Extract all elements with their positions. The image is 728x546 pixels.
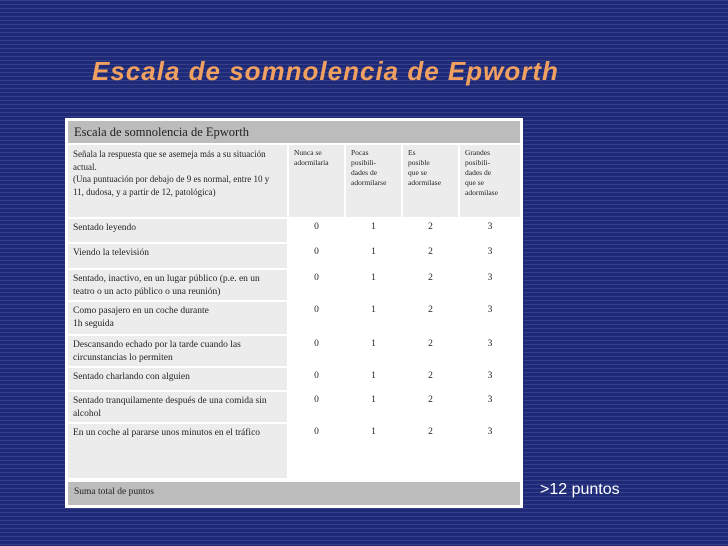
table-title: Escala de somnolencia de Epworth [68,121,520,143]
row-label: Descansando echado por la tarde cuando las circunstancias lo permiten [68,336,287,366]
score-cell: 1 [346,244,401,268]
score-cell: 2 [403,392,458,422]
score-cell: 1 [346,302,401,334]
column-header: Grandes posibili- dades de que se adormilase [460,145,520,217]
row-label: Sentado tranquilamente después de una comida sin alcohol [68,392,287,422]
score-cell: 0 [289,302,344,334]
score-cell: 1 [346,270,401,300]
score-cell: 1 [346,392,401,422]
total-row-label: Suma total de puntos [68,482,520,505]
score-cell: 0 [289,270,344,300]
score-cell: 0 [289,368,344,390]
row-label: Como pasajero en un coche durante 1h seguida [68,302,287,334]
score-cell: 2 [403,302,458,334]
slide-title: Escala de somnolencia de Epworth [92,56,559,86]
score-cell: 2 [403,368,458,390]
score-cell: 1 [346,368,401,390]
score-cell: 3 [460,219,520,242]
score-cell: 2 [403,270,458,300]
threshold-note: >12 puntos [540,481,620,498]
score-cell: 3 [460,392,520,422]
score-cell: 0 [289,392,344,422]
score-cell: 3 [460,424,520,478]
row-label: Sentado leyendo [68,219,287,242]
score-cell: 2 [403,336,458,366]
row-label: En un coche al pararse unos minutos en el tráfico [68,424,287,478]
score-cell: 1 [346,219,401,242]
score-cell: 1 [346,424,401,478]
score-cell: 3 [460,336,520,366]
column-header: Nunca se adormilaría [289,145,344,217]
score-cell: 3 [460,368,520,390]
instruction-cell: Señala la respuesta que se asemeja más a su situación actual. (Una puntuación por debajo de 9 es normal, entre 10 y 11, dudosa, y a partir de 12, patológica) [68,145,287,217]
score-cell: 0 [289,424,344,478]
score-cell: 2 [403,219,458,242]
column-header: Es posible que se adormilase [403,145,458,217]
score-cell: 3 [460,302,520,334]
epworth-table [65,118,523,508]
score-cell: 0 [289,244,344,268]
score-cell: 1 [346,336,401,366]
score-cell: 0 [289,336,344,366]
score-cell: 2 [403,424,458,478]
score-cell: 3 [460,270,520,300]
row-label: Viendo la televisión [68,244,287,268]
score-cell: 3 [460,244,520,268]
score-cell: 2 [403,244,458,268]
row-label: Sentado, inactivo, en un lugar público (p.e. en un teatro o un acto público o una reunión) [68,270,287,300]
score-cell: 0 [289,219,344,242]
column-header: Pocas posibili- dades de adormilarse [346,145,401,217]
row-label: Sentado charlando con alguien [68,368,287,390]
